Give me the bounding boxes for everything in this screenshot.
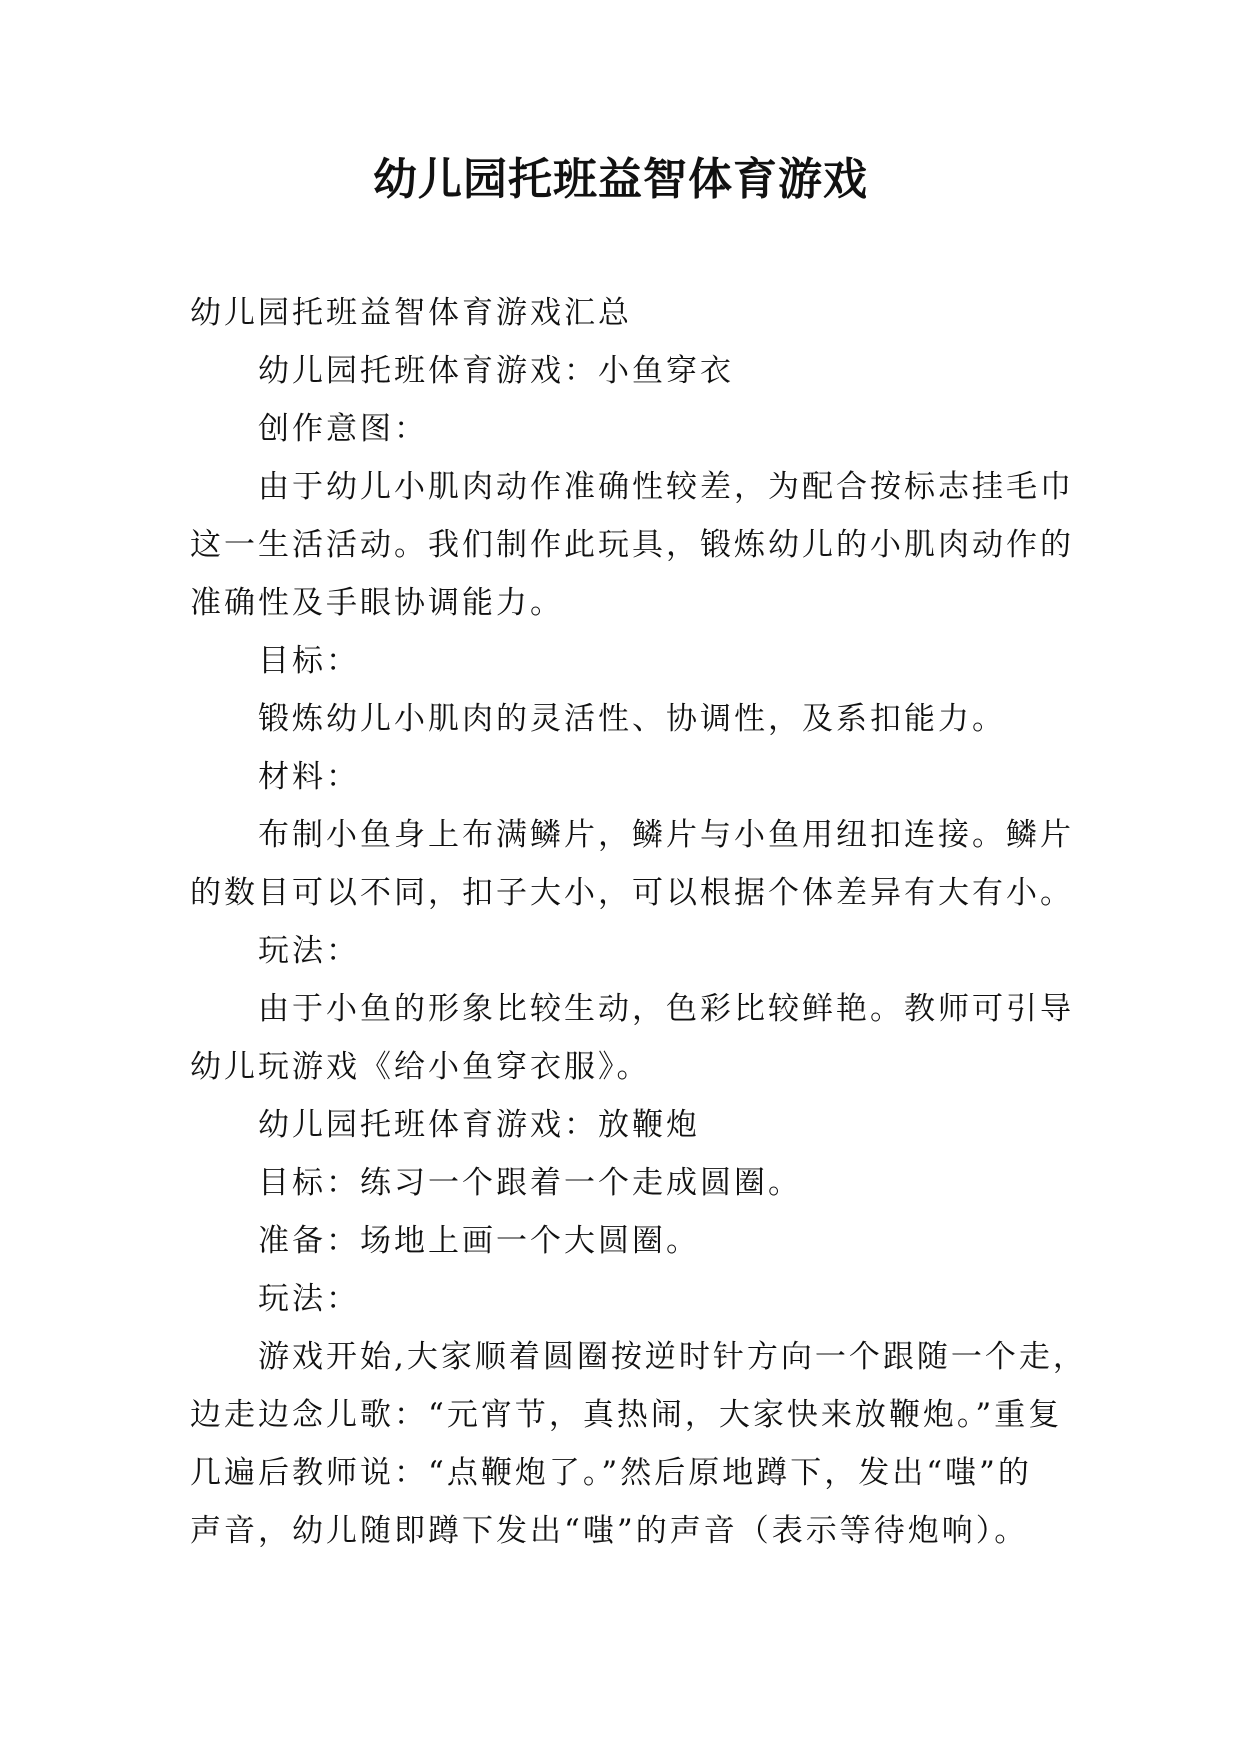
label-intent: 创作意图： [258, 411, 428, 447]
label-play-2: 玩法： [258, 1281, 360, 1317]
paragraph-line: 游戏开始,大家顺着圆圈按逆时针方向一个跟随一个走， [258, 1339, 1087, 1375]
label-prep: 准备：场地上画一个大圆圈。 [258, 1223, 700, 1259]
paragraph-line: 声音，幼儿随即蹲下发出“嗤”的声音（表示等待炮响）。 [190, 1513, 1029, 1549]
paragraph-line: 几遍后教师说：“点鞭炮了。”然后原地蹲下，发出“嗤”的 [190, 1455, 1032, 1491]
paragraph-line: 幼儿玩游戏《给小鱼穿衣服》。 [190, 1049, 651, 1085]
label-play: 玩法： [258, 933, 360, 969]
label-goal: 目标： [258, 643, 360, 679]
summary-heading: 幼儿园托班益智体育游戏汇总 [190, 295, 632, 331]
section-heading-fish: 幼儿园托班体育游戏：小鱼穿衣 [258, 353, 734, 389]
paragraph-line: 布制小鱼身上布满鳞片，鳞片与小鱼用纽扣连接。鳞片 [258, 817, 1074, 853]
label-goal-2: 目标：练习一个跟着一个走成圆圈。 [258, 1165, 802, 1201]
paragraph-line: 的数目可以不同，扣子大小，可以根据个体差异有大有小。 [190, 875, 1074, 911]
paragraph-line: 由于幼儿小肌肉动作准确性较差，为配合按标志挂毛巾 [258, 469, 1074, 505]
paragraph-line: 准确性及手眼协调能力。 [190, 585, 564, 621]
paragraph-line: 锻炼幼儿小肌肉的灵活性、协调性，及系扣能力。 [258, 701, 1006, 737]
paragraph-line: 这一生活活动。我们制作此玩具，锻炼幼儿的小肌肉动作的 [190, 527, 1074, 563]
paragraph-line: 边走边念儿歌：“元宵节，真热闹，大家快来放鞭炮。”重复 [190, 1397, 1063, 1433]
document-body [190, 284, 1087, 1560]
label-materials: 材料： [258, 759, 360, 795]
section-heading-firecracker: 幼儿园托班体育游戏：放鞭炮 [258, 1107, 700, 1143]
paragraph-line: 由于小鱼的形象比较生动，色彩比较鲜艳。教师可引导 [258, 991, 1074, 1027]
document-title: 幼儿园托班益智体育游戏 [373, 154, 868, 205]
